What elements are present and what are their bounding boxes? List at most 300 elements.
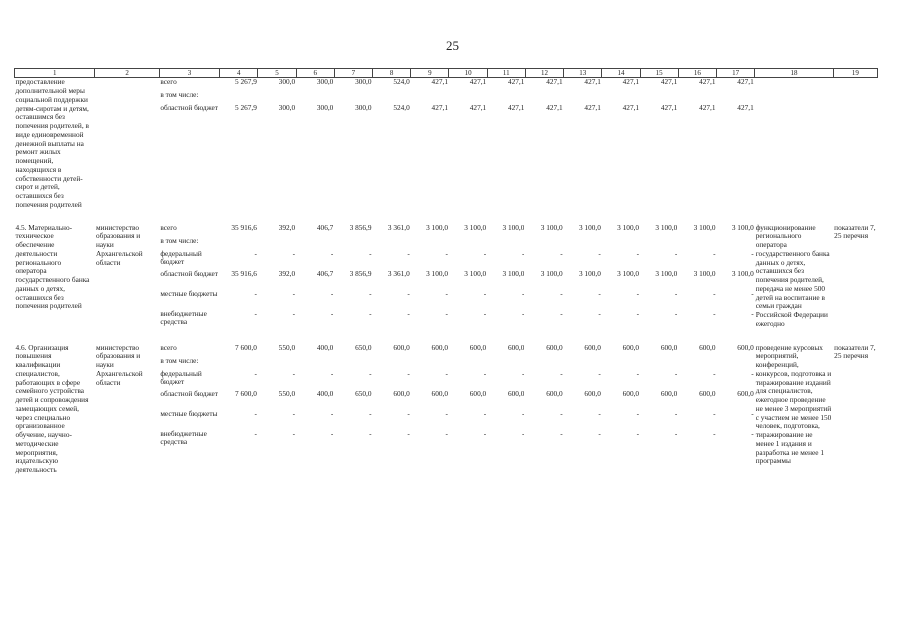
executor bbox=[95, 78, 159, 210]
amount-cell bbox=[373, 224, 411, 330]
block-spacer bbox=[15, 330, 878, 344]
amount-cell bbox=[411, 224, 449, 330]
amount-value: - bbox=[330, 249, 334, 258]
amount-value: - bbox=[636, 249, 640, 258]
expected-result: функционирование регионального оператора государственного банка данных о детях, оставшихся без попечения родителей, передача не менее 500 детей на воспитание в семьи граждан Российской Федерации ежегодно bbox=[755, 222, 830, 328]
amount-value: - bbox=[521, 429, 525, 438]
amount-value: 600,0 bbox=[660, 389, 678, 398]
amount-value: 5 267,9 bbox=[234, 78, 257, 87]
amount-value: - bbox=[674, 289, 678, 298]
amount-value bbox=[335, 91, 371, 104]
funding-source-label: в том числе: bbox=[160, 356, 199, 365]
amount-value: 524,0 bbox=[393, 78, 410, 87]
program-table bbox=[14, 68, 878, 475]
amount-value: 427,1 bbox=[469, 104, 487, 113]
amount-cell bbox=[602, 224, 640, 330]
amount-value: 600,0 bbox=[584, 389, 601, 398]
column-number-cell: 4 bbox=[220, 69, 258, 78]
amount-value bbox=[450, 357, 486, 370]
funding-source-label: в том числе: bbox=[160, 91, 199, 100]
amount-value: - bbox=[330, 429, 334, 438]
amount-value: 3 100,0 bbox=[693, 269, 716, 278]
amount-value: - bbox=[369, 429, 372, 438]
amount-value: 3 100,0 bbox=[617, 223, 640, 232]
amount-value bbox=[641, 237, 677, 250]
amount-value bbox=[603, 357, 639, 370]
amount-value bbox=[412, 237, 448, 250]
amount-value: - bbox=[560, 409, 563, 418]
amount-value: 3 361,0 bbox=[387, 223, 410, 232]
column-number-cell: 19 bbox=[833, 69, 877, 78]
amount-value: - bbox=[254, 429, 257, 438]
amount-value: - bbox=[674, 429, 678, 438]
amount-value: - bbox=[483, 409, 487, 418]
funding-source-label: местные бюджеты bbox=[160, 409, 218, 418]
amount-value: 3 100,0 bbox=[655, 223, 678, 232]
amount-value: 35 916,6 bbox=[231, 223, 257, 232]
indicator-reference: показатели 7, 25 перечня bbox=[834, 342, 876, 361]
amount-value bbox=[374, 91, 410, 104]
column-number-cell: 10 bbox=[449, 69, 487, 78]
amount-value bbox=[679, 357, 715, 370]
amount-cell bbox=[220, 224, 258, 330]
amount-value: - bbox=[292, 429, 296, 438]
amount-value: 427,1 bbox=[431, 104, 448, 113]
amount-value: - bbox=[598, 369, 601, 378]
funding-source-label: всего bbox=[160, 78, 177, 87]
amount-value: 650,0 bbox=[355, 343, 372, 352]
expected-result: проведение курсовых мероприятий, конференций, конкурсов, подготовка и тиражирование изданий для специалистов, ежегодное проведение не менее 3 мероприятий с участием не менее 150 человек, подготовка, тиражирование не менее 1 издания и разработка не менее 1 программы bbox=[755, 342, 832, 466]
amount-cell bbox=[678, 224, 716, 330]
amount-value: - bbox=[751, 409, 754, 418]
amount-value bbox=[565, 237, 601, 250]
column-number-cell: 6 bbox=[296, 69, 334, 78]
amount-value: 3 100,0 bbox=[426, 269, 448, 278]
amount-value: - bbox=[560, 249, 563, 258]
amount-value: - bbox=[292, 409, 296, 418]
column-number-cell: 3 bbox=[159, 69, 219, 78]
amount-value: - bbox=[445, 309, 448, 318]
column-number-cell: 13 bbox=[564, 69, 602, 78]
amount-value: - bbox=[330, 409, 334, 418]
amount-cell bbox=[602, 344, 640, 475]
funding-source-label: внебюджетные средства bbox=[160, 429, 207, 447]
amount-value: 3 100,0 bbox=[617, 269, 640, 278]
funding-source-label: федеральный бюджет bbox=[160, 369, 202, 387]
amount-value: - bbox=[483, 249, 487, 258]
amount-value: 3 100,0 bbox=[578, 269, 601, 278]
amount-value: 600,0 bbox=[737, 343, 754, 352]
funding-source-label: областной бюджет bbox=[160, 269, 218, 278]
amount-value: 600,0 bbox=[469, 389, 487, 398]
column-number-row bbox=[15, 69, 878, 78]
amount-value bbox=[450, 91, 486, 104]
amount-value: 600,0 bbox=[622, 389, 640, 398]
amount-value: 427,1 bbox=[546, 78, 563, 87]
amount-value: - bbox=[483, 429, 487, 438]
amount-cell bbox=[449, 344, 487, 475]
amount-value: - bbox=[445, 369, 448, 378]
amount-value: 427,1 bbox=[660, 104, 678, 113]
amount-value: - bbox=[254, 369, 257, 378]
column-number-cell: 14 bbox=[602, 69, 640, 78]
amount-value: - bbox=[636, 429, 640, 438]
amount-value: 427,1 bbox=[699, 104, 716, 113]
column-number-cell: 2 bbox=[95, 69, 159, 78]
amount-value: - bbox=[598, 309, 601, 318]
column-number-cell: 16 bbox=[678, 69, 716, 78]
amount-value: 392,0 bbox=[278, 269, 296, 278]
amount-value: - bbox=[674, 309, 678, 318]
amount-cell bbox=[373, 344, 411, 475]
funding-sources bbox=[159, 78, 219, 210]
amount-value: - bbox=[560, 309, 563, 318]
amount-cell bbox=[220, 344, 258, 475]
amount-value bbox=[641, 91, 677, 104]
amount-value: - bbox=[330, 369, 334, 378]
amount-value bbox=[526, 357, 562, 370]
amount-value: - bbox=[713, 369, 716, 378]
amount-value: 300,0 bbox=[316, 104, 334, 113]
amount-value bbox=[450, 237, 486, 250]
amount-value: 300,0 bbox=[355, 104, 372, 113]
amount-value: 427,1 bbox=[622, 104, 640, 113]
amount-value: 300,0 bbox=[278, 104, 296, 113]
amount-value: 600,0 bbox=[737, 389, 754, 398]
amount-cell bbox=[296, 344, 334, 475]
amount-cell bbox=[373, 78, 411, 210]
amount-cell bbox=[220, 78, 258, 210]
amount-value: - bbox=[751, 369, 754, 378]
amount-value: 600,0 bbox=[622, 343, 640, 352]
amount-value: 427,1 bbox=[507, 104, 525, 113]
funding-source-label: местные бюджеты bbox=[160, 289, 218, 298]
amount-value: 427,1 bbox=[584, 104, 601, 113]
amount-value: - bbox=[369, 249, 372, 258]
amount-value: 427,1 bbox=[546, 104, 563, 113]
executor: министерство образования и науки Архангельской области bbox=[95, 222, 143, 267]
amount-value: - bbox=[751, 249, 754, 258]
executor: министерство образования и науки Архангельской области bbox=[95, 342, 143, 387]
amount-value bbox=[565, 357, 601, 370]
amount-value: 650,0 bbox=[355, 389, 372, 398]
amount-value: 600,0 bbox=[699, 343, 716, 352]
amount-value bbox=[259, 357, 295, 370]
amount-cell bbox=[334, 224, 372, 330]
amount-cell bbox=[449, 78, 487, 210]
amount-value: - bbox=[407, 249, 410, 258]
amount-value: - bbox=[445, 429, 448, 438]
amount-value: 427,1 bbox=[584, 78, 601, 87]
amount-value bbox=[221, 237, 257, 250]
amount-value: 3 100,0 bbox=[540, 269, 563, 278]
column-number-cell: 5 bbox=[258, 69, 296, 78]
amount-value: 3 100,0 bbox=[502, 269, 525, 278]
amount-value bbox=[488, 357, 524, 370]
table-row bbox=[15, 224, 878, 330]
amount-value: 3 361,0 bbox=[387, 269, 410, 278]
amount-value: - bbox=[407, 309, 410, 318]
column-number-cell: 17 bbox=[717, 69, 755, 78]
funding-source-label: областной бюджет bbox=[160, 389, 218, 398]
amount-value: 427,1 bbox=[431, 78, 448, 87]
amount-value: 3 100,0 bbox=[731, 223, 754, 232]
amount-value: - bbox=[407, 369, 410, 378]
amount-value: - bbox=[445, 249, 448, 258]
funding-source-label: внебюджетные средства bbox=[160, 309, 207, 327]
amount-value: 3 856,9 bbox=[349, 269, 372, 278]
amount-value: - bbox=[713, 249, 716, 258]
amount-value: - bbox=[560, 369, 563, 378]
amount-value bbox=[718, 91, 754, 104]
amount-value: - bbox=[521, 369, 525, 378]
amount-value: 300,0 bbox=[316, 78, 334, 87]
amount-value: - bbox=[713, 289, 716, 298]
amount-value: 3 100,0 bbox=[502, 223, 525, 232]
amount-value: - bbox=[598, 289, 601, 298]
amount-value: - bbox=[598, 429, 601, 438]
column-number-cell: 15 bbox=[640, 69, 678, 78]
amount-cell bbox=[258, 344, 296, 475]
amount-value: - bbox=[751, 309, 754, 318]
amount-value: 427,1 bbox=[699, 78, 716, 87]
amount-value: 600,0 bbox=[431, 389, 448, 398]
amount-value bbox=[412, 357, 448, 370]
amount-value: 3 100,0 bbox=[731, 269, 754, 278]
amount-value: - bbox=[254, 249, 257, 258]
amount-value: 35 916,6 bbox=[231, 269, 257, 278]
amount-value: 600,0 bbox=[431, 343, 448, 352]
amount-value: - bbox=[330, 309, 334, 318]
amount-value: 392,0 bbox=[278, 223, 296, 232]
amount-value bbox=[565, 91, 601, 104]
amount-value: - bbox=[751, 429, 754, 438]
amount-cell bbox=[602, 78, 640, 210]
funding-sources bbox=[159, 344, 219, 475]
amount-value: 406,7 bbox=[316, 223, 334, 232]
amount-cell bbox=[258, 224, 296, 330]
amount-value: 427,1 bbox=[622, 78, 640, 87]
amount-cell bbox=[258, 78, 296, 210]
amount-value: - bbox=[674, 369, 678, 378]
amount-cell bbox=[411, 344, 449, 475]
amount-value: - bbox=[369, 409, 372, 418]
amount-value: - bbox=[713, 429, 716, 438]
amount-value: 600,0 bbox=[546, 389, 563, 398]
amount-value: - bbox=[521, 409, 525, 418]
amount-value: 600,0 bbox=[393, 389, 410, 398]
amount-cell bbox=[640, 344, 678, 475]
amount-value: - bbox=[521, 289, 525, 298]
table-row bbox=[15, 344, 878, 475]
amount-value: 524,0 bbox=[393, 104, 410, 113]
amount-value: 3 100,0 bbox=[464, 269, 487, 278]
amount-cell bbox=[334, 78, 372, 210]
amount-value: - bbox=[674, 249, 678, 258]
amount-value: 300,0 bbox=[355, 78, 372, 87]
amount-value bbox=[603, 91, 639, 104]
amount-cell bbox=[487, 78, 525, 210]
column-number-cell: 7 bbox=[334, 69, 372, 78]
activity-name: предоставление дополнительной меры социальной поддержки детям-сиротам и детям, оставшимся без попечения родителей, в виде единовременной денежной выплаты на ремонт жилых помещений, находящихся в собственности детей-сирот и детей, оставшихся без попечения родителей bbox=[15, 77, 89, 209]
amount-value: 3 100,0 bbox=[655, 269, 678, 278]
amount-value bbox=[641, 357, 677, 370]
amount-value: 400,0 bbox=[316, 389, 334, 398]
amount-value bbox=[297, 237, 333, 250]
block-spacer bbox=[15, 210, 878, 224]
column-number-cell: 8 bbox=[373, 69, 411, 78]
amount-value: - bbox=[636, 369, 640, 378]
column-number-cell: 12 bbox=[525, 69, 563, 78]
amount-cell bbox=[449, 224, 487, 330]
amount-value bbox=[603, 237, 639, 250]
funding-source-label: областной бюджет bbox=[160, 104, 218, 113]
amount-value: - bbox=[636, 289, 640, 298]
amount-value: 427,1 bbox=[660, 78, 678, 87]
amount-value: - bbox=[369, 289, 372, 298]
amount-value: 600,0 bbox=[469, 343, 487, 352]
amount-cell bbox=[296, 78, 334, 210]
amount-cell bbox=[678, 344, 716, 475]
amount-cell bbox=[564, 224, 602, 330]
amount-value bbox=[526, 91, 562, 104]
amount-value: - bbox=[407, 409, 410, 418]
amount-cell bbox=[525, 344, 563, 475]
amount-cell bbox=[564, 344, 602, 475]
amount-value: 550,0 bbox=[278, 389, 296, 398]
amount-value bbox=[679, 91, 715, 104]
amount-value bbox=[526, 237, 562, 250]
amount-value: 400,0 bbox=[316, 343, 334, 352]
amount-value: - bbox=[598, 409, 601, 418]
funding-source-label: всего bbox=[160, 343, 177, 352]
amount-value bbox=[297, 357, 333, 370]
funding-source-label: федеральный бюджет bbox=[160, 249, 202, 267]
amount-value: - bbox=[636, 409, 640, 418]
amount-cell bbox=[487, 344, 525, 475]
amount-value bbox=[488, 91, 524, 104]
amount-value: - bbox=[560, 289, 563, 298]
amount-cell bbox=[717, 78, 755, 210]
amount-value: - bbox=[598, 249, 601, 258]
amount-value bbox=[488, 237, 524, 250]
amount-value: 427,1 bbox=[737, 104, 754, 113]
amount-value: - bbox=[713, 409, 716, 418]
amount-cell bbox=[640, 224, 678, 330]
amount-value bbox=[718, 357, 754, 370]
amount-value: - bbox=[254, 289, 257, 298]
page-number: 25 bbox=[446, 38, 459, 53]
amount-value bbox=[374, 237, 410, 250]
amount-value: 600,0 bbox=[584, 343, 601, 352]
indicator-reference bbox=[833, 78, 877, 210]
amount-value: - bbox=[254, 309, 257, 318]
amount-value: - bbox=[636, 309, 640, 318]
activity-name: 4.6. Организация повышения квалификации специалистов, работающих в сфере семейного устройства детей и сопровождения замещающих семей, через специально организованное обучение, научно-методические мероприятия, издательскую деятельность bbox=[15, 342, 89, 475]
amount-value: - bbox=[369, 369, 372, 378]
amount-value bbox=[221, 91, 257, 104]
amount-value: 300,0 bbox=[278, 78, 296, 87]
amount-value: 3 100,0 bbox=[693, 223, 716, 232]
amount-value bbox=[335, 237, 371, 250]
amount-value: 3 100,0 bbox=[464, 223, 487, 232]
amount-value bbox=[374, 357, 410, 370]
amount-value: - bbox=[483, 289, 487, 298]
amount-value: - bbox=[407, 289, 410, 298]
amount-value: - bbox=[674, 409, 678, 418]
funding-source-label: всего bbox=[160, 223, 177, 232]
column-number-cell: 18 bbox=[755, 69, 833, 78]
amount-value: 406,7 bbox=[316, 269, 334, 278]
column-number-cell: 11 bbox=[487, 69, 525, 78]
amount-value: 427,1 bbox=[469, 78, 487, 87]
amount-cell bbox=[717, 224, 755, 330]
amount-cell bbox=[334, 344, 372, 475]
funding-source-label: в том числе: bbox=[160, 236, 199, 245]
activity-name: 4.5. Материально-техническое обеспечение деятельности регионального оператора государственного банка данных о детях, оставшихся без попечения родителей bbox=[15, 222, 90, 311]
table-row bbox=[15, 78, 878, 210]
amount-cell bbox=[564, 78, 602, 210]
amount-cell bbox=[487, 224, 525, 330]
amount-value bbox=[259, 237, 295, 250]
amount-value: 3 856,9 bbox=[349, 223, 372, 232]
column-number-cell: 1 bbox=[15, 69, 95, 78]
amount-cell bbox=[717, 344, 755, 475]
amount-cell bbox=[640, 78, 678, 210]
amount-value: - bbox=[521, 249, 525, 258]
amount-cell bbox=[525, 224, 563, 330]
indicator-reference: показатели 7, 25 перечня bbox=[834, 222, 876, 241]
amount-value bbox=[679, 237, 715, 250]
amount-value: - bbox=[445, 409, 448, 418]
amount-value: - bbox=[254, 409, 257, 418]
amount-value bbox=[335, 357, 371, 370]
amount-value: 3 100,0 bbox=[540, 223, 563, 232]
expected-result bbox=[755, 78, 833, 210]
column-number-cell: 9 bbox=[411, 69, 449, 78]
amount-cell bbox=[411, 78, 449, 210]
amount-value: 427,1 bbox=[507, 78, 525, 87]
amount-value: 600,0 bbox=[660, 343, 678, 352]
amount-value bbox=[221, 357, 257, 370]
amount-value bbox=[259, 91, 295, 104]
amount-value: 3 100,0 bbox=[578, 223, 601, 232]
amount-value bbox=[718, 237, 754, 250]
amount-value: - bbox=[483, 309, 487, 318]
amount-value: 600,0 bbox=[699, 389, 716, 398]
amount-value: - bbox=[292, 289, 296, 298]
amount-value: 7 600,0 bbox=[234, 389, 257, 398]
amount-value: 600,0 bbox=[507, 389, 525, 398]
amount-value: - bbox=[560, 429, 563, 438]
amount-value: - bbox=[751, 289, 754, 298]
amount-value: - bbox=[292, 249, 296, 258]
amount-cell bbox=[296, 224, 334, 330]
amount-value: 550,0 bbox=[278, 343, 296, 352]
funding-sources bbox=[159, 224, 219, 330]
amount-value: - bbox=[483, 369, 487, 378]
amount-cell bbox=[678, 78, 716, 210]
amount-value: 600,0 bbox=[393, 343, 410, 352]
amount-value: - bbox=[713, 309, 716, 318]
amount-value: - bbox=[369, 309, 372, 318]
amount-value bbox=[297, 91, 333, 104]
amount-value: - bbox=[407, 429, 410, 438]
amount-value: 600,0 bbox=[546, 343, 563, 352]
amount-cell bbox=[525, 78, 563, 210]
amount-value: - bbox=[330, 289, 334, 298]
amount-value: - bbox=[292, 309, 296, 318]
